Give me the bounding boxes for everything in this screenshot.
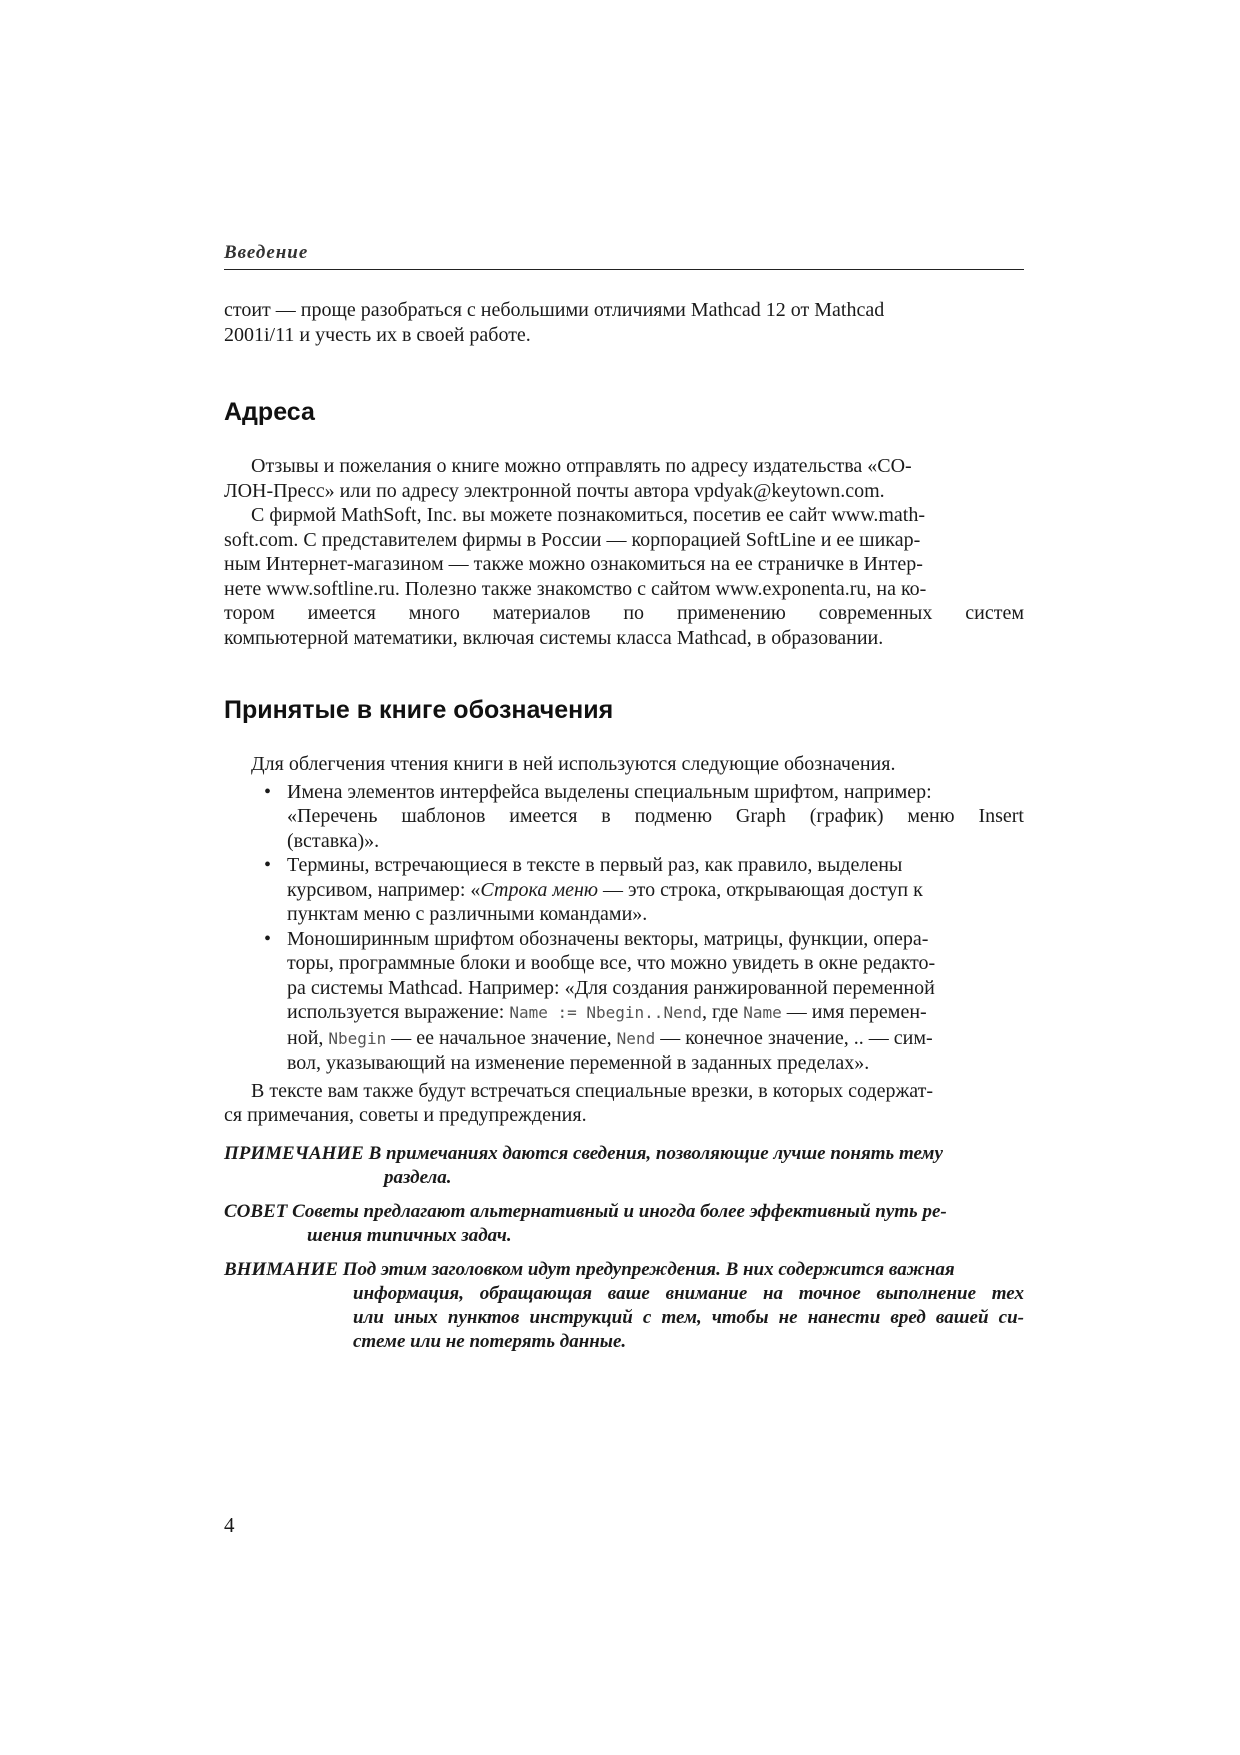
bullet-icon: • <box>264 780 272 803</box>
code-span: Nend <box>616 1028 656 1048</box>
addresses-body <box>224 454 1024 650</box>
text-span: — это строка, открывающая доступ к <box>598 878 923 901</box>
warning-line: или иных пунктов инструкций с тем, чтобы не нанести вред вашей си- <box>353 1307 1024 1328</box>
warning-line: стеме или не потерять данные. <box>353 1331 627 1352</box>
list-line: Моноширинным шрифтом обозначены векторы, матрицы, функции, опера- <box>287 927 929 950</box>
list-item <box>224 853 1024 927</box>
addresses-p2-line: С фирмой MathSoft, Inc. вы можете познакомиться, посетив ее сайт www.math- <box>251 504 926 526</box>
addresses-p1-line: Отзывы и пожелания о книге можно отправлять по адресу издательства «СО- <box>251 455 912 477</box>
note-line: ПРИМЕЧАНИЕ В примечаниях даются сведения, позволяющие лучше понять тему <box>224 1143 943 1164</box>
conventions-outro-line: ся примечания, советы и предупреждения. <box>224 1104 587 1126</box>
list-item <box>224 780 1024 854</box>
list-line: ра системы Mathcad. Например: «Для создания ранжированной переменной <box>287 976 935 999</box>
conventions-list <box>224 780 1024 1076</box>
conventions-intro: Для облегчения чтения книги в ней используются следующие обозначения. <box>251 753 896 775</box>
conventions-body <box>224 752 1024 1128</box>
list-line <box>287 878 1024 903</box>
warning-line: ВНИМАНИЕ Под этим заголовком идут предупреждения. В них содержится важная <box>224 1259 955 1280</box>
bullet-icon: • <box>264 927 272 950</box>
list-line: (вставка)». <box>287 829 380 852</box>
section-title-addresses: Адреса <box>224 398 315 426</box>
warning-line: информация, обращающая ваше внимание на точное выполнение тех <box>353 1283 1024 1304</box>
code-span: Name := Nbegin..Nend <box>509 1003 702 1022</box>
text-span: — имя перемен- <box>781 1001 927 1023</box>
intro-line: стоит — проще разобраться с небольшими отличиями Mathcad 12 от Mathcad <box>224 299 885 321</box>
running-head: Введение <box>224 242 309 263</box>
header-rule <box>224 269 1024 270</box>
tip-line: шения типичных задач. <box>307 1225 512 1246</box>
conventions-outro-line: В тексте вам также будут встречаться специальные врезки, в которых содержат- <box>251 1079 934 1102</box>
addresses-p2-line: ным Интернет-магазином — также можно ознакомиться на ее страничке в Интер- <box>224 553 923 575</box>
code-span: Nbegin <box>328 1028 387 1048</box>
list-line <box>287 1026 1024 1052</box>
addresses-p1-line: ЛОН-Пресс» или по адресу электронной почты автора vpdyak@keytown.com. <box>224 479 885 502</box>
intro-paragraph <box>224 298 1024 347</box>
addresses-p2-line: компьютерной математики, включая системы класса Mathcad, в образовании. <box>224 626 884 649</box>
list-line: «Перечень шаблонов имеется в подменю Graph (график) меню Insert <box>287 805 1024 827</box>
note-box <box>224 1142 1024 1190</box>
tip-line: СОВЕТ Советы предлагают альтернативный и иногда более эффективный путь ре- <box>224 1201 947 1222</box>
addresses-p2-line: soft.com. С представителем фирмы в России — корпорацией SoftLine и ее шикар- <box>224 528 921 551</box>
text-span: используется выражение: <box>287 1001 510 1023</box>
list-line: Термины, встречающиеся в тексте в первый раз, как правило, выделены <box>287 854 903 876</box>
italic-term: Строка меню <box>480 878 599 901</box>
bullet-icon: • <box>264 854 272 876</box>
text-span: ной, <box>287 1026 329 1049</box>
text-span: — ее начальное значение, <box>386 1026 617 1049</box>
section-title-conventions: Принятые в книге обозначения <box>224 696 614 724</box>
page-number: 4 <box>224 1513 235 1537</box>
code-span: Name <box>743 1003 782 1022</box>
list-line: пунктам меню с различными командами». <box>287 903 648 925</box>
text-span: , где <box>701 1001 744 1023</box>
addresses-p2-line: тором имеется много материалов по применению современных систем <box>224 602 1024 624</box>
note-line: раздела. <box>384 1167 452 1188</box>
addresses-p2-line: нете www.softline.ru. Полезно также знакомство с сайтом www.exponenta.ru, на ко- <box>224 577 927 600</box>
list-line: Имена элементов интерфейса выделены специальным шрифтом, например: <box>287 780 932 803</box>
warning-box <box>224 1258 1024 1354</box>
list-line: торы, программные блоки и вообще все, что можно увидеть в окне редакто- <box>287 952 936 974</box>
tip-box <box>224 1200 1024 1248</box>
list-line <box>287 1000 1024 1026</box>
list-item <box>224 927 1024 1076</box>
text-span: курсивом, например: « <box>287 878 481 901</box>
list-line: вол, указывающий на изменение переменной в заданных пределах». <box>287 1052 870 1074</box>
intro-line: 2001i/11 и учесть их в своей работе. <box>224 323 531 346</box>
text-span: — конечное значение, .. — сим- <box>655 1026 933 1049</box>
